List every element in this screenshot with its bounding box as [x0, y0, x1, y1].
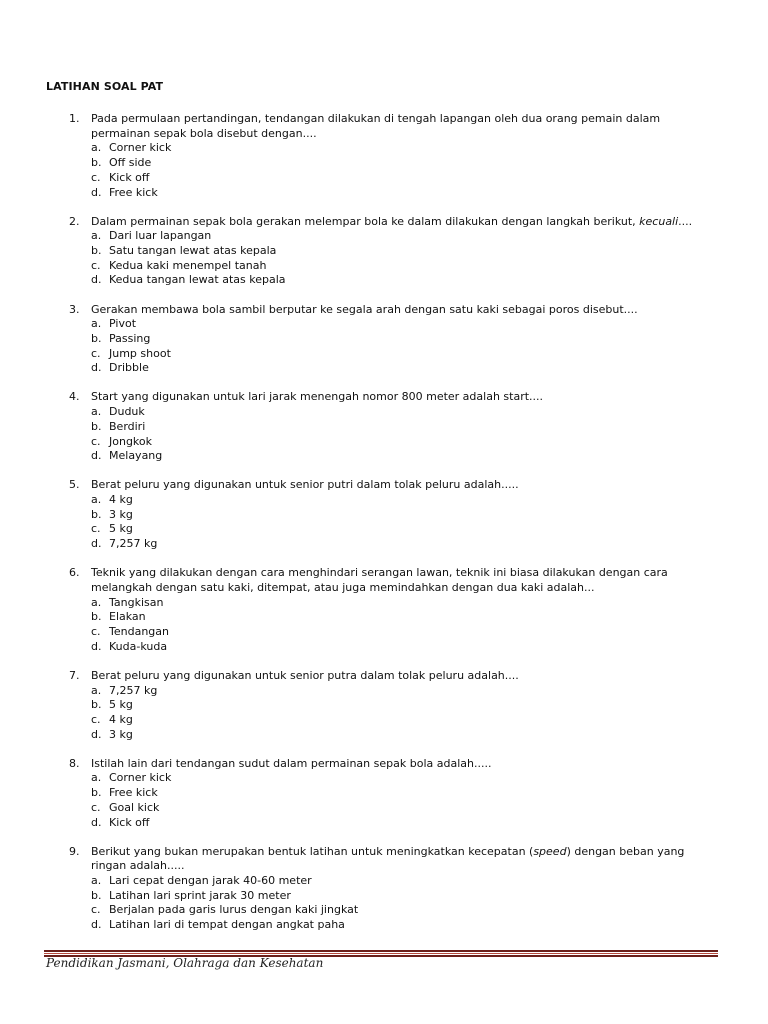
question-number: 2.: [69, 214, 80, 228]
option-letter: a.: [91, 317, 102, 331]
option-text: Goal kick: [109, 800, 160, 814]
question-number: 8.: [69, 756, 80, 770]
option-letter: d.: [91, 918, 102, 932]
option-text: Kuda-kuda: [109, 639, 168, 653]
option-text: 7,257 kg: [109, 683, 158, 697]
option-text: Latihan lari sprint jarak 30 meter: [109, 888, 291, 902]
question-number: 7.: [69, 668, 80, 682]
answer-option: [0, 874, 768, 889]
answer-option: [0, 361, 768, 376]
question-number: 3.: [69, 302, 80, 316]
option-letter: c.: [91, 712, 101, 726]
option-text: 4 kg: [109, 493, 133, 507]
option-text: Dari luar lapangan: [109, 229, 212, 243]
option-text: Satu tangan lewat atas kepala: [109, 244, 277, 258]
option-letter: b.: [91, 419, 102, 433]
question-item: [0, 390, 768, 464]
option-letter: a.: [91, 229, 102, 243]
option-text: 7,257 kg: [109, 537, 158, 551]
question-text: Start yang digunakan untuk lari jarak menengah nomor 800 meter adalah start....: [91, 390, 544, 404]
answer-option: [0, 420, 768, 435]
question-text-part: ....: [678, 214, 693, 228]
option-text: Berjalan pada garis lurus dengan kaki jingkat: [109, 903, 359, 917]
answer-option: [0, 596, 768, 611]
option-text: Free kick: [109, 185, 158, 199]
answer-option: [0, 537, 768, 552]
option-letter: a.: [91, 683, 102, 697]
question-text: Berat peluru yang digunakan untuk senior putra dalam tolak peluru adalah....: [91, 668, 519, 682]
option-letter: c.: [91, 434, 101, 448]
option-text: Latihan lari di tempat dengan angkat paha: [109, 918, 345, 932]
option-text: Tangkisan: [109, 595, 164, 609]
option-letter: b.: [91, 244, 102, 258]
answer-option: [0, 801, 768, 816]
page-title: LATIHAN SOAL PAT: [46, 80, 164, 93]
option-text: Kick off: [109, 815, 150, 829]
option-letter: d.: [91, 361, 102, 375]
option-text: Lari cepat dengan jarak 40-60 meter: [109, 874, 312, 888]
option-text: Tendangan: [109, 625, 169, 639]
question-text: Berat peluru yang digunakan untuk senior putri dalam tolak peluru adalah.....: [91, 478, 519, 492]
answer-option: [0, 171, 768, 186]
answer-option: [0, 889, 768, 904]
question-number: 9.: [69, 844, 80, 858]
answer-option: [0, 259, 768, 274]
option-letter: b.: [91, 698, 102, 712]
question-number: 5.: [69, 478, 80, 492]
question-text: [91, 215, 707, 230]
option-text: Corner kick: [109, 771, 172, 785]
question-number: 1.: [69, 112, 80, 125]
answer-option: [0, 771, 768, 786]
option-letter: d.: [91, 449, 102, 463]
option-letter: b.: [91, 331, 102, 345]
answer-option: [0, 786, 768, 801]
option-text: Passing: [109, 331, 151, 345]
option-text: Melayang: [109, 449, 163, 463]
answer-option: [0, 625, 768, 640]
question-text-italic: speed: [533, 844, 567, 858]
answer-option: [0, 449, 768, 464]
option-letter: d.: [91, 273, 102, 287]
option-letter: c.: [91, 903, 101, 917]
option-letter: a.: [91, 405, 102, 419]
answer-option: [0, 332, 768, 347]
option-letter: d.: [91, 537, 102, 551]
option-letter: c.: [91, 800, 101, 814]
option-letter: b.: [91, 507, 102, 521]
option-letter: b.: [91, 610, 102, 624]
option-letter: d.: [91, 639, 102, 653]
option-letter: d.: [91, 727, 102, 741]
question-item: [0, 478, 768, 552]
option-text: Kick off: [109, 170, 150, 184]
question-number: 6.: [69, 566, 80, 580]
answer-option: [0, 156, 768, 171]
option-letter: a.: [91, 493, 102, 507]
option-text: Jump shoot: [109, 346, 171, 360]
question-text: Pada permulaan pertandingan, tendangan dilakukan di tengah lapangan oleh dua orang pemain dalam permainan sepak bola disebut dengan....: [91, 112, 661, 140]
answer-option: [0, 522, 768, 537]
option-letter: b.: [91, 786, 102, 800]
question-item: [0, 215, 768, 289]
answer-option: [0, 435, 768, 450]
footer-subject: Pendidikan Jasmani, Olahraga dan Kesehatan: [46, 956, 324, 970]
option-letter: b.: [91, 888, 102, 902]
option-text: Pivot: [109, 317, 137, 331]
option-text: Duduk: [109, 405, 145, 419]
answer-option: [0, 728, 768, 743]
question-text: Teknik yang dilakukan dengan cara menghindari serangan lawan, teknik ini biasa dilakukan dengan cara melangkah dengan satu kaki, ditempat, atau juga memindahkan dengan dua kaki adalah...: [91, 566, 668, 594]
option-text: 5 kg: [109, 698, 133, 712]
option-letter: a.: [91, 141, 102, 155]
question-item: [0, 566, 768, 654]
option-text: Jongkok: [109, 434, 153, 448]
option-letter: c.: [91, 522, 101, 536]
option-text: Berdiri: [109, 419, 146, 433]
answer-option: [0, 273, 768, 288]
question-text-part: Berikut yang bukan merupakan bentuk latihan untuk meningkatkan kecepatan (: [91, 844, 534, 858]
answer-option: [0, 317, 768, 332]
answer-option: [0, 713, 768, 728]
option-text: Elakan: [109, 610, 146, 624]
answer-option: [0, 405, 768, 420]
question-text-part: ) dengan beban yang ringan adalah.....: [91, 844, 685, 873]
answer-option: [0, 640, 768, 655]
question-item: [0, 303, 768, 377]
question-text: Gerakan membawa bola sambil berputar ke segala arah dengan satu kaki sebagai poros disebut....: [91, 302, 638, 316]
option-letter: c.: [91, 258, 101, 272]
option-text: Kedua tangan lewat atas kepala: [109, 273, 286, 287]
answer-option: [0, 347, 768, 362]
option-letter: b.: [91, 156, 102, 170]
option-text: Off side: [109, 156, 152, 170]
question-number: 4.: [69, 390, 80, 404]
question-item: [0, 669, 768, 743]
option-letter: c.: [91, 625, 101, 639]
question-text-italic: kecuali: [639, 214, 679, 228]
question-text: [91, 845, 707, 874]
question-item: [0, 757, 768, 831]
option-letter: c.: [91, 346, 101, 360]
option-letter: c.: [91, 170, 101, 184]
question-item: [0, 845, 768, 933]
question-text: Istilah lain dari tendangan sudut dalam permainan sepak bola adalah.....: [91, 756, 492, 770]
option-text: 3 kg: [109, 507, 133, 521]
option-letter: d.: [91, 815, 102, 829]
option-letter: d.: [91, 185, 102, 199]
option-text: Dribble: [109, 361, 149, 375]
answer-option: [0, 698, 768, 713]
question-list: [0, 112, 768, 947]
option-text: 3 kg: [109, 727, 133, 741]
option-letter: a.: [91, 771, 102, 785]
option-letter: a.: [91, 874, 102, 888]
answer-option: [0, 493, 768, 508]
option-text: 5 kg: [109, 522, 133, 536]
question-item: [0, 112, 768, 200]
answer-option: [0, 141, 768, 156]
option-text: Kedua kaki menempel tanah: [109, 258, 267, 272]
option-letter: a.: [91, 595, 102, 609]
answer-option: [0, 903, 768, 918]
question-text-part: Dalam permainan sepak bola gerakan melempar bola ke dalam dilakukan dengan langkah berikut,: [91, 214, 640, 228]
option-text: Corner kick: [109, 141, 172, 155]
answer-option: [0, 229, 768, 244]
answer-option: [0, 918, 768, 933]
answer-option: [0, 816, 768, 831]
answer-option: [0, 244, 768, 259]
answer-option: [0, 508, 768, 523]
answer-option: [0, 186, 768, 201]
answer-option: [0, 610, 768, 625]
answer-option: [0, 684, 768, 699]
option-text: Free kick: [109, 786, 158, 800]
option-text: 4 kg: [109, 712, 133, 726]
